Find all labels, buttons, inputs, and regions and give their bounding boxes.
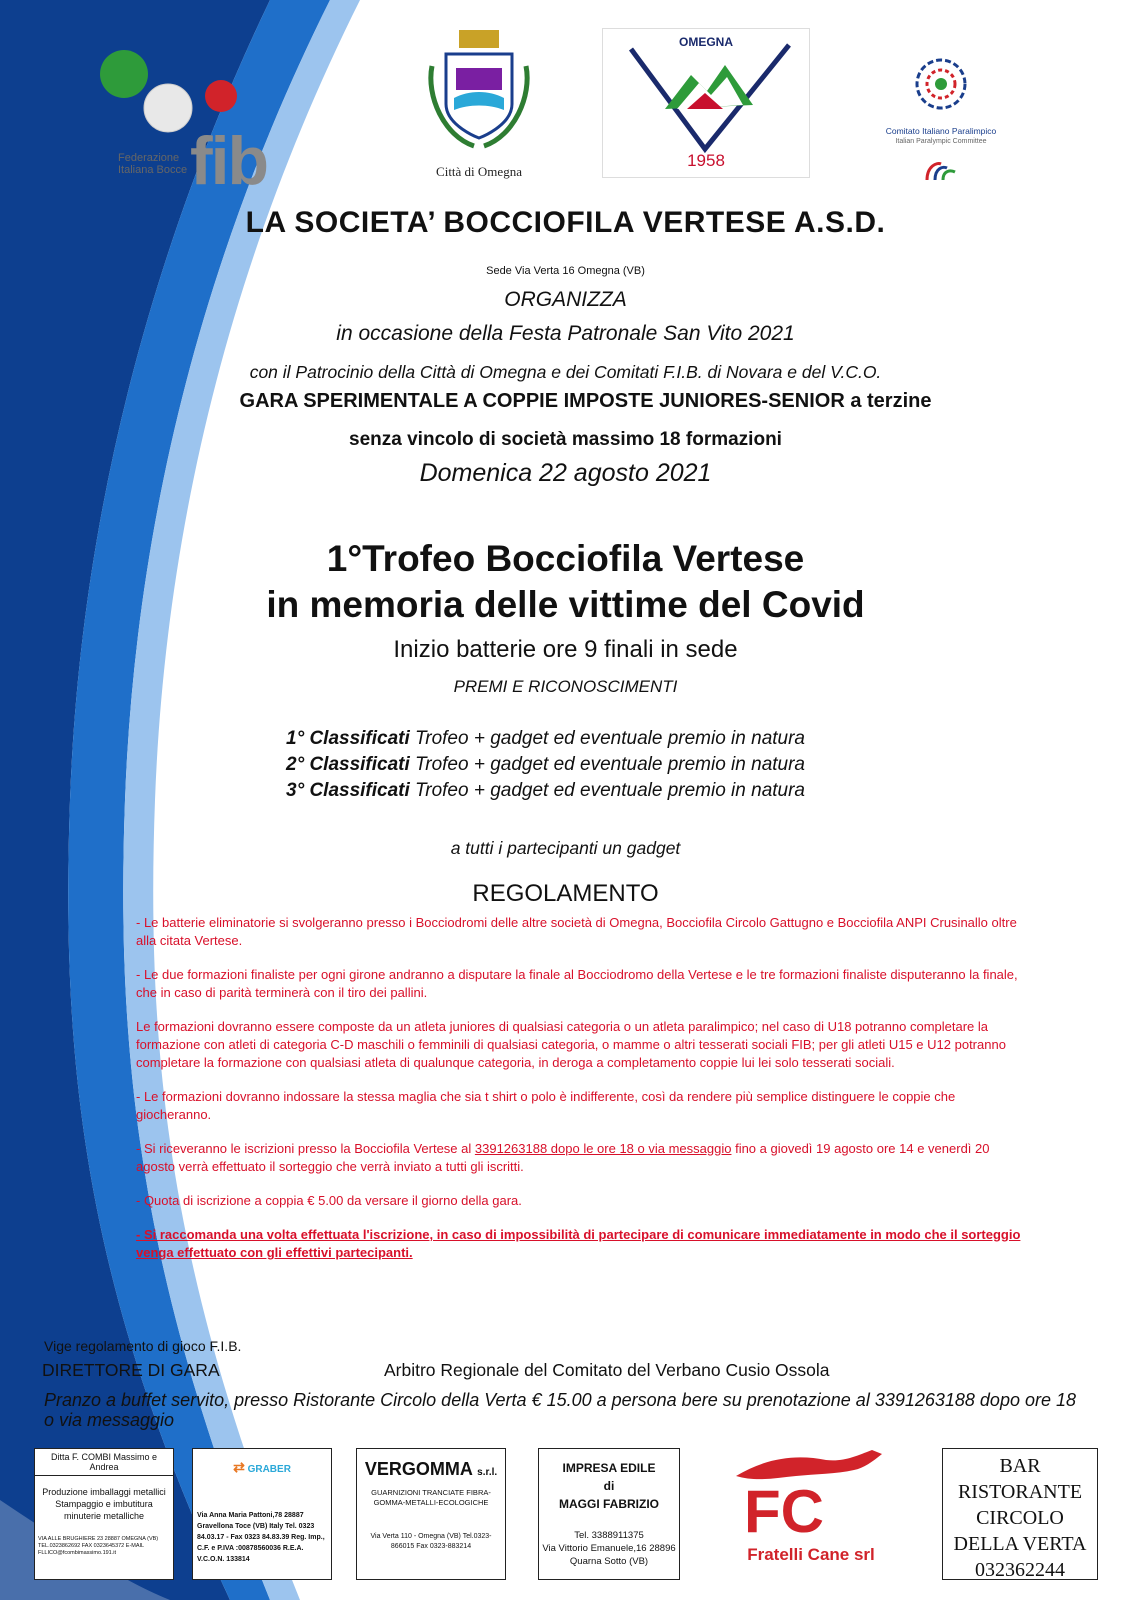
occasion-line: in occasione della Festa Patronale San Vito 2021 [336, 322, 795, 345]
crest-label: Città di Omegna [436, 164, 522, 179]
director-label: DIRETTORE DI GARA [42, 1360, 220, 1380]
sponsor-line: BAR [999, 1455, 1041, 1477]
sponsor-address: VIA ALLE BRUGHIERE 23 28887 OMEGNA (VB) TEL.0323862692 FAX 0323645372 E-MAIL FLLICO@fcombimassimo.191.it [38, 1536, 159, 1556]
sponsor-phone: 032362244 [975, 1559, 1065, 1580]
paralympic-committee-logo [878, 54, 1004, 194]
rules-title: REGOLAMENTO [472, 880, 659, 907]
club-logo-town: OMEGNA [679, 35, 733, 49]
sponsor-graber [192, 1448, 332, 1580]
competition-type: GARA SPERIMENTALE A COPPIE IMPOSTE JUNIORES-SENIOR a terzine [239, 390, 932, 412]
sponsor-body: Produzione imballaggi metallici Stampaggio e imbutitura minuterie metalliche [42, 1487, 166, 1521]
prize-row [286, 752, 805, 778]
trophy-title [0, 536, 1131, 628]
sponsor-fratelli-cane [726, 1440, 896, 1584]
prize-place: 3° Classificati [286, 780, 410, 801]
trophy-title-line1: 1°Trofeo Bocciofila Vertese [326, 538, 805, 579]
organizer-title: LA SOCIETA’ BOCCIOFILA VERTESE A.S.D. [245, 206, 886, 239]
rule-text: - Si riceveranno le iscrizioni presso la Bocciofila Vertese al [136, 1141, 475, 1156]
sponsor-brand: GRABER [247, 1464, 291, 1475]
start-time: Inizio batterie ore 9 finali in sede [393, 636, 738, 663]
bocciofila-vertese-logo [602, 28, 810, 178]
sponsor-bar-ristorante [942, 1448, 1098, 1580]
prize-place: 2° Classificati [286, 754, 410, 775]
prizes-list [286, 726, 805, 804]
sponsor-line: CIRCOLO [976, 1507, 1064, 1529]
sponsor-phone: Tel. 3388911375 [574, 1530, 644, 1541]
sponsor-brand: VERGOMMA [364, 1459, 473, 1479]
prize-description: Trofeo + gadget ed eventuale premio in natura [409, 754, 805, 775]
graber-arrows-icon: ⇄ [233, 1459, 245, 1475]
rule-text: fino a giovedì 19 agosto ore 14 e venerdì 20 agosto verrà effettuato il sorteggio che verrà inviato a tutti gli iscritti. [136, 1141, 990, 1174]
rule-item: - Le formazioni dovranno indossare la stessa maglia che sia t shirt o polo è indifferente, così da rendere più semplice distinguere le coppie che giocheranno. [136, 1089, 956, 1122]
rule-item-important: - Si raccomanda una volta effettuata l'iscrizione, in caso di impossibilità di partecipare di comunicare immediatamente in modo che il sorteggio venga effettuato con gli effettivi partecipanti. [136, 1227, 1021, 1260]
prize-row [286, 726, 805, 752]
rule-item: - Le batterie eliminatorie si svolgeranno presso i Bocciodromi delle altre società di Omegna, Bocciofila Circolo Gattugno e Bocciofila ANPI Crusinallo oltre alla citata Vertese. [136, 915, 1017, 948]
rule-item: Le formazioni dovranno essere composte da un atleta juniores di qualsiasi categoria o un atleta paralimpico; nel caso di U18 potranno completare la formazione con atleti di categoria C-D maschili o femminili di qualsiasi categoria, o mamme o altri tesserati sociali FIB; per gli atleti U15 e U12 potranno completare la formazione con qualsiasi atleta di qualunque categoria, in deroga a completamento coppie lui lei solo tesserati sociali. [136, 1019, 1006, 1070]
omegna-crest [414, 26, 544, 186]
event-date: Domenica 22 agosto 2021 [419, 459, 712, 487]
referee-text: Arbitro Regionale del Comitato del Verbano Cusio Ossola [384, 1360, 830, 1380]
sponsor-line: IMPRESA EDILE [562, 1461, 656, 1475]
fib-federation-name: Federazione Italiana Bocce [118, 152, 188, 176]
agitos-icon [921, 156, 961, 186]
sponsor-name: Fratelli Cane srl [747, 1545, 875, 1564]
sponsor-maggi [538, 1448, 680, 1580]
rule-item: - Le due formazioni finaliste per ogni girone andranno a disputare la finale al Bocciodromo della Vertese e le tre formazioni finaliste disputeranno la finale, che in caso di parità terminerà con il tiro dei pallini. [136, 967, 1018, 1000]
sponsor-line: RISTORANTE [957, 1481, 1083, 1503]
prize-place: 1° Classificati [286, 728, 410, 749]
lunch-note: Pranzo a buffet servito, presso Ristorante Circolo della Verta € 15.00 a persona bere su prenotazione al 3391263188 dopo ore 18 o via messaggio [44, 1390, 1077, 1430]
gadget-note: a tutti i partecipanti un gadget [450, 838, 681, 858]
sponsor-address: Via Verta 110 - Omegna (VB) Tel.0323-866015 Fax 0323-883214 [370, 1533, 492, 1550]
sponsor-suffix: s.r.l. [477, 1467, 498, 1478]
organizza-label: ORGANIZZA [504, 288, 627, 311]
sponsor-title: Ditta F. COMBI Massimo e Andrea [35, 1449, 173, 1476]
paralympic-globe-icon [911, 54, 971, 118]
crest-icon [424, 26, 534, 156]
rule-item [136, 1140, 1026, 1176]
rules-list [136, 914, 1026, 1278]
rule-item: - Quota di iscrizione a coppia € 5.00 da versare il giorno della gara. [136, 1193, 522, 1208]
sponsor-address: Via Anna Maria Pattoni,78 28887 Gravellona Toce (VB) Italy Tel. 0323 84.03.17 - Fax 0323 84.83.39 Reg. Imp., C.F. e P.IVA :00878560036 R.E.A. V.C.O.N. 133814 [197, 1512, 325, 1563]
registration-phone-link[interactable]: 3391263188 dopo le ore 18 o via messaggio [474, 1141, 732, 1156]
organizer-address: Sede Via Verta 16 Omegna (VB) [486, 265, 645, 277]
prize-description: Trofeo + gadget ed eventuale premio in natura [409, 780, 805, 801]
fib-wordmark: fib [190, 123, 268, 199]
sponsor-line: DELLA VERTA [953, 1533, 1087, 1555]
greyhound-icon [726, 1440, 896, 1540]
sponsor-combi [34, 1448, 174, 1580]
patronage-line: con il Patrocinio della Città di Omegna e dei Comitati F.I.B. di Novara e del V.C.O. [249, 362, 882, 382]
sponsor-line: di [603, 1479, 615, 1493]
sponsor-vergomma [356, 1448, 506, 1580]
sponsor-line: MAGGI FABRIZIO [559, 1497, 659, 1511]
prize-row [286, 778, 805, 804]
paralympic-title: Comitato Italiano Paralimpico [885, 126, 997, 136]
prize-description: Trofeo + gadget ed eventuale premio in natura [409, 728, 805, 749]
club-founding-year: 1958 [687, 151, 725, 170]
regulation-note: Vige regolamento di gioco F.I.B. [44, 1338, 242, 1354]
trophy-title-line2: in memoria delle vittime del Covid [266, 584, 865, 625]
fc-mark: FC [744, 1478, 824, 1540]
paralympic-subtitle: Italian Paralympic Committee [895, 138, 987, 145]
fib-logo [96, 48, 306, 199]
competition-limit: senza vincolo di società massimo 18 formazioni [349, 429, 782, 450]
sponsor-body: GUARNIZIONI TRANCIATE FIBRA-GOMMA-METALLI-ECOLOGICHE [371, 1488, 491, 1507]
sponsor-address: Via Vittorio Emanuele,16 28896 Quarna Sotto (VB) [542, 1543, 676, 1567]
prizes-heading: PREMI E RICONOSCIMENTI [453, 677, 678, 696]
